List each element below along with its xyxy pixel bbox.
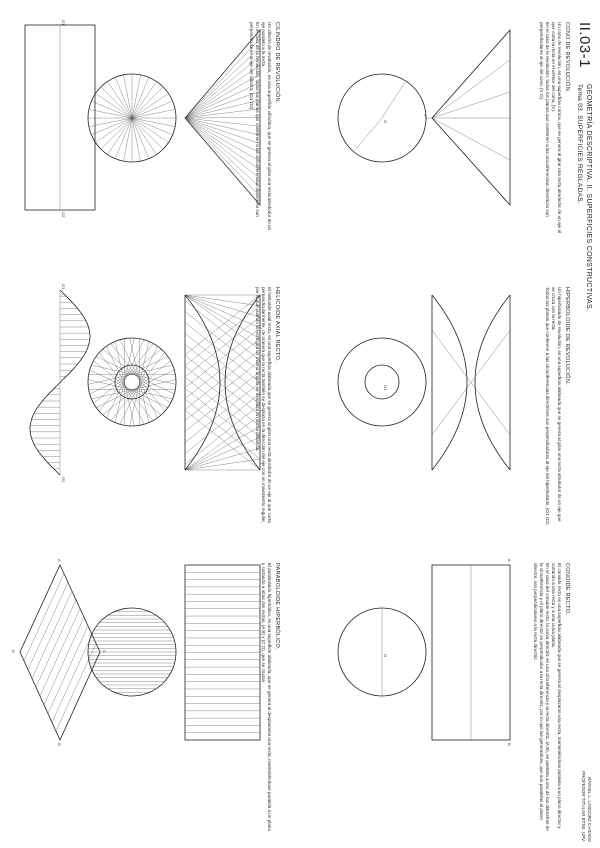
hyperboloid-generatrix [185,344,260,404]
hyperboloid-shaded-throat-bottom [185,295,220,470]
hyperboloid-generatrix [185,295,260,328]
cone-profile [432,30,510,205]
hyperboloid-tangent-chords [88,338,176,426]
cone-generatrix [185,83,260,119]
hyperboloid-generatrix [185,317,260,377]
cone-desc-2: En el caso de la revolución, todos los planos que contienen a las circunferencias directrices son perpendiculares al eje del cono, (V O). [539,22,550,217]
hyperboloid-throat-circle [365,365,399,399]
hyperboloid-generatrix [185,366,260,426]
hyperboloid-generatrix [185,306,260,366]
cone-radial-line [132,118,163,149]
cone-generatrix [185,118,260,179]
paraboloid-generatrix [36,600,76,687]
author-name: RAFAEL L. LASCORZ CASADO [587,777,592,842]
hyperboloid-generatrix [185,399,260,459]
hyperboloid-generatrix [185,295,260,317]
hyperboloid-desc-1: Un hiperboloide de revolución, es una superficie alabeada que se genera al girar una recta alrededor de un eje que se cruza con la recta. [551,287,562,522]
hyperboloid-throat-top [475,295,510,470]
hyperboloid-shaded-rims [185,295,260,470]
paraboloid-generatrix [32,591,72,678]
paraboloid-generatrix [28,582,68,669]
paraboloid-label-b: B [57,743,62,746]
hyperboloid-generatrix [185,295,260,306]
cone-generatrix [185,118,260,188]
hyperboloid-outer-circle [338,338,426,426]
cylinder-title: CILINDRO DE REVOLUCIÓN. [274,22,280,104]
paraboloid-label-d: D [11,650,16,653]
hyperboloid-generatrix [185,333,260,393]
hyperboloid-generatrix [185,361,260,421]
cone-generatrix [185,118,260,153]
cone-generatrix [185,118,260,196]
hyperboloid-generatrix [185,372,260,432]
paraboloid-generatrix [24,574,64,661]
hyperboloid-generatrix [185,410,260,470]
cone-generatrix [185,118,260,119]
conoid-label-a: A [507,559,512,562]
cone-vertex-label: V [423,114,428,117]
cone-radial-line [101,118,132,149]
conoid-center-label: O [383,654,388,658]
conoid-label-b: B [507,743,512,746]
subject-title: GEOMETRÍA DESCRIPTIVA. II. SUPERFICIES CONSTRUCTIVAS. [585,84,592,312]
cone-generatrix [185,56,260,118]
paraboloid-generatrix [40,609,80,697]
conoid-generatrix-set [185,565,260,740]
helicoid-label-o2: O2 [61,477,66,483]
hyperboloid-drawing [88,295,510,470]
cone-generatrix-fan [185,30,260,205]
conoid-desc-2: En el caso del conoide recto, la curva directriz es una circunferencia y la recta directriz, (A B), es paralela a uno de los diámetros de la circunferencia y el plano director es perpendicular a la recta directriz, por lo que las generatrices, que son paralelas al plano director, son perpendiculares a la recta directriz. [533,563,550,831]
cone-generatrix [432,118,510,160]
paraboloid-label-a: A [57,559,62,562]
paraboloid-generatrix [56,643,96,731]
hyperboloid-generatrix [185,295,260,355]
paraboloid-label-c: C [102,650,107,653]
helicoid-drawing [30,284,90,483]
hyperboloid-generatrix [185,459,260,470]
conoid-desc-1: El conoide recto es una superficie alabeada que se genera al desplazarse una recta, manteniéndose paralela a un plano director y cortando a una recta y a una curva plana. [551,563,562,829]
hyperboloid-center-label: O1 [383,385,388,391]
cone-generatrix [185,118,260,135]
cone-center-label: O [383,120,388,124]
cylinder-label-o1: O1 [61,20,66,26]
cone-generatrix [185,39,260,118]
cone-drawing [88,30,510,205]
paraboloid-generatrix [52,635,92,723]
hyperboloid-generatrix [185,355,260,415]
hyperboloid-generatrix [185,437,260,470]
cone-desc-1: Un cono de revolución, es una superficie cónica, que se genera al girar una recta alrededor de un eje al que corta la recta en el vértice del cono, (V). [551,22,562,233]
hyperboloid-title: HIPERBOLOIDE DE REVOLUCIÓN. [564,287,570,385]
cone-generatrix [185,74,260,118]
hyperboloid-generatrix [185,328,260,388]
paraboloid-drawing [11,559,107,746]
cone-radius [355,118,382,150]
author-role: PROFESOR TITULAR ETSE. UPV. [581,771,586,842]
cone-radius [382,82,405,118]
cone-radial-line [101,87,132,118]
topic-title: Tema 03. SUPERFICIES REGLADAS. [576,84,583,204]
conoid-drawing [88,559,512,746]
cone-generatrix [185,100,260,118]
cone-generatrix [185,118,260,170]
hyperboloid-generatrix-set [185,295,260,470]
cone-generatrix [185,118,260,161]
hyperboloid-generatrix [185,388,260,448]
helicoid-title: HELICOIDE AXIAL RECTO. [274,287,280,363]
cylinder-drawing [25,20,95,218]
cone-radial-line [132,87,163,118]
hyperboloid-throat-bottom [432,295,467,470]
helicoid-label-o1: O1 [61,284,66,290]
cone-title: CONO DE REVOLUCIÓN. [564,22,570,93]
hyperboloid-generatrix [185,426,260,470]
paraboloid-generatrix-set [24,574,96,732]
paraboloid-generatrix [48,626,88,714]
hyperboloid-generatrix [185,383,260,443]
cone-generatrix [185,118,260,126]
paraboloid-title: PARABOLOIDE HIPERBÓLICO. [274,563,280,650]
hyperboloid-generatrix [185,350,260,410]
sheet-code: II.03-1 [576,22,593,69]
hyperboloid-generatrix [185,339,260,399]
hyperboloid-generatrix [185,377,260,437]
conoid-title: CONOIDE RECTO. [564,563,570,616]
cone-generatrix [185,48,260,119]
cone-generatrix [432,60,510,118]
helicoid-desc-1: El helicoide axial recto, es una superficie alabeada que se genera al girar una recta alrededor de un eje al que corta perpendicularmente, de manera que la recta también se desplaza en la dirección del eje con un movimiento regular, por lo que cuando la recta gira un mismo ángulo se desplaza la misma distancia. [255,287,272,523]
hyperboloid-desc-2: Todos los planos que contienen a las circunferencias directrices son perpendiculares al eje del hiperboloide, (O1 O2). [545,287,550,526]
hyperboloid-generatrix [185,295,260,339]
cone-radial-lines [88,74,176,162]
hyperboloid-generatrix [185,323,260,383]
cylinder-desc-1: Un cilindro de revolución, es una superficie cilíndrica, que se genera al girar una recta alrededor de un eje paralelo a la recta. [261,22,272,231]
hyperboloid-shaded-outer-circle [88,338,176,426]
cylinder-desc-2: En el caso de la revolución, todos los planos que contienen a las circunferencias directrices son perpendiculares al eje del cilindro, (O1 O2). [249,22,260,217]
cylinder-label-o2: O2 [61,212,66,218]
paraboloid-generatrix [44,617,84,705]
hyperboloid-generatrix [185,404,260,464]
hyperboloid-generatrix [185,448,260,470]
paraboloid-desc-1: El paraboloide hiperbólico, es una superficie alabeada, que se genera al desplazarse una recta, manteniéndose paralela a un plano y cortando a otras dos rectas, (A B) y (C D), que se cruzan. [261,563,272,831]
